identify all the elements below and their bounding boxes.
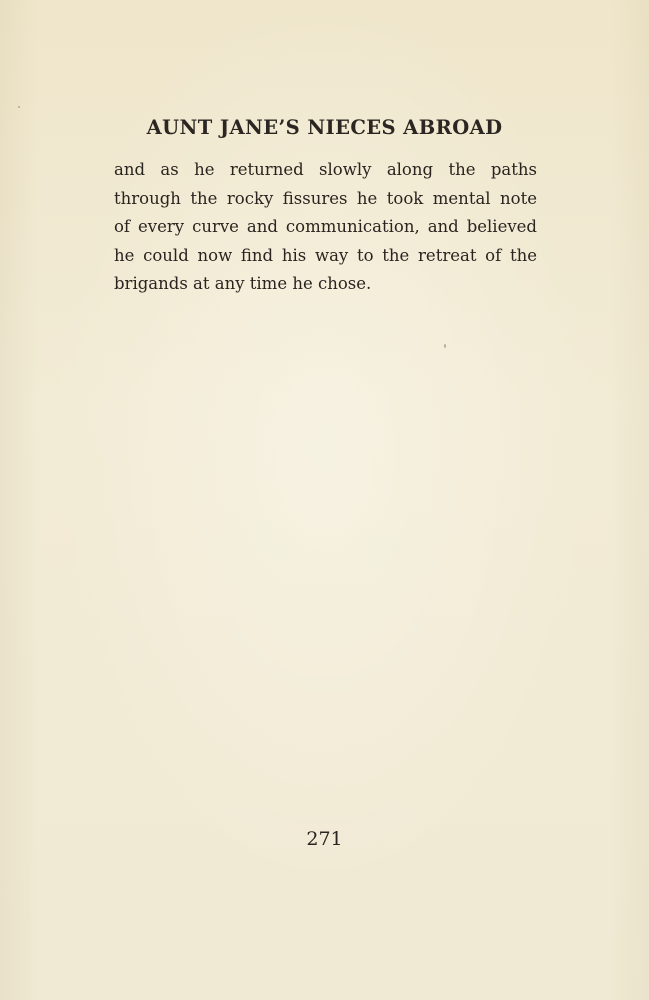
text-line: brigands at any time he chose.	[114, 274, 372, 293]
text-line: and as he returned slowly along the paths	[114, 160, 537, 179]
paper-speck	[18, 106, 20, 108]
body-paragraph	[114, 156, 537, 299]
running-head: AUNT JANE’S NIECES ABROAD	[146, 116, 503, 139]
text-line: of every curve and communication, and believed	[114, 217, 537, 236]
page-number: 271	[306, 828, 343, 850]
text-line: he could now find his way to the retreat of the	[114, 245, 537, 265]
text-line: through the rocky fissures he took mental note	[114, 188, 537, 208]
paper-speck	[444, 344, 446, 348]
